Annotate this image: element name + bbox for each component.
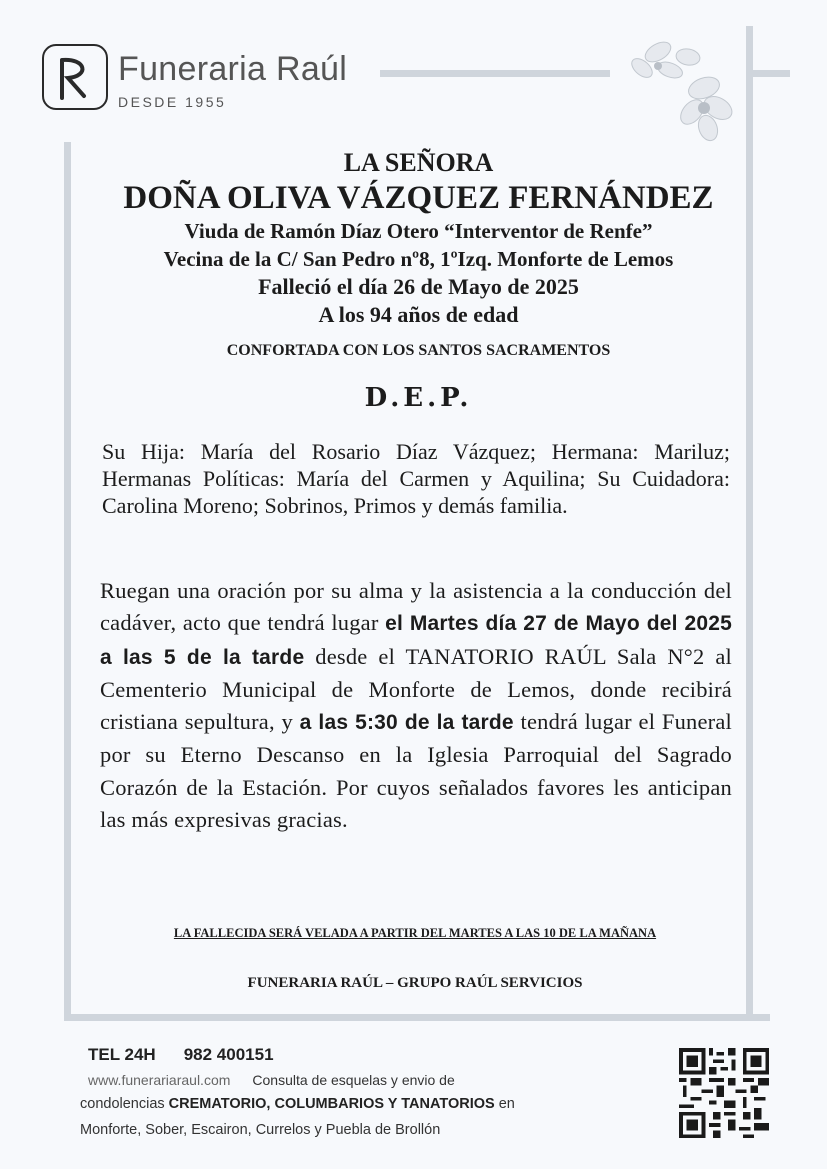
death-date-line: Falleció el día 26 de Mayo de 2025 bbox=[258, 274, 579, 299]
signature-line: FUNERARIA RAÚL – GRUPO RAÚL SERVICIOS bbox=[247, 975, 583, 991]
ceremony-text-1: Ruegan una oración por su alma y la asistencia a la conducción del cadáver, acto que tendrá lugar bbox=[100, 578, 732, 636]
funeral-time-bold: a las 5:30 de la tarde bbox=[299, 711, 514, 735]
footer-line-3: Monforte, Sober, Escairon, Currelos y Puebla de Brollón bbox=[80, 1122, 441, 1138]
deceased-name: DOÑA OLIVA VÁZQUEZ FERNÁNDEZ bbox=[123, 180, 714, 216]
notice-title: LA SEÑORA bbox=[343, 148, 494, 177]
wake-notice: LA FALLECIDA SERÁ VELADA A PARTIR DEL MARTES A LAS 10 DE LA MAÑANA bbox=[173, 926, 657, 940]
widow-line: Viuda de Ramón Díaz Otero “Interventor de Renfe” bbox=[184, 219, 653, 243]
footer-text-2-post: en bbox=[494, 1096, 515, 1112]
address-line: Vecina de la C/ San Pedro nº8, 1ºIzq. Monforte de Lemos bbox=[163, 247, 674, 271]
logo-r-icon bbox=[54, 54, 98, 102]
website-link[interactable]: www.funerariaraul.com bbox=[88, 1072, 231, 1088]
brand-name: Funeraria Raúl bbox=[118, 50, 348, 88]
logo-mark bbox=[42, 44, 108, 110]
age-line: A los 94 años de edad bbox=[318, 302, 519, 327]
flower-decoration bbox=[618, 32, 738, 147]
footer-text-1: Consulta de esquelas y envio de bbox=[252, 1072, 455, 1088]
footer-services-bold: CREMATORIO, COLUMBARIOS Y TANATORIOS bbox=[168, 1096, 495, 1112]
ceremony-date-bold: el Martes día 27 de Mayo del 2025 a las 5 de la tarde bbox=[100, 612, 732, 669]
family-paragraph: Su Hija: María del Rosario Díaz Vázquez; Hermana: Mariluz; Hermanas Políticas: María del Carmen y Aquilina; Su Cuidadora: Carolina Moreno; Sobrinos, Primos y demás familia. bbox=[102, 439, 730, 518]
frame-bottom bbox=[64, 1014, 770, 1021]
sacraments-line: CONFORTADA CON LOS SANTOS SACRAMENTOS bbox=[226, 342, 611, 359]
phone-label: TEL 24H bbox=[88, 1045, 156, 1064]
frame-top-right bbox=[746, 70, 790, 77]
ceremony-text-2: desde el TANATORIO RAÚL Sala N°2 al Cementerio Municipal de Monforte de Lemos, donde recibirá cristiana sepultura, y bbox=[100, 643, 732, 735]
ceremony-paragraph bbox=[100, 575, 732, 836]
dep-line: D.E.P. bbox=[364, 383, 473, 413]
qr-code[interactable] bbox=[676, 1048, 772, 1138]
phone-number: 982 400151 bbox=[183, 1045, 274, 1064]
brand-since: DESDE 1955 bbox=[118, 94, 227, 110]
footer-text-2-pre: condolencias bbox=[80, 1096, 169, 1112]
phone-line bbox=[88, 1045, 274, 1065]
footer-line-2 bbox=[80, 1096, 515, 1112]
footer-line-1 bbox=[88, 1072, 455, 1088]
frame-top bbox=[380, 70, 610, 77]
ceremony-text-3: tendrá lugar el Funeral por su Eterno Descanso en la Iglesia Parroquial del Sagrado Corazón de la Estación. Por cuyos señalados favores les anticipan las más expresivas gracias. bbox=[100, 709, 732, 833]
